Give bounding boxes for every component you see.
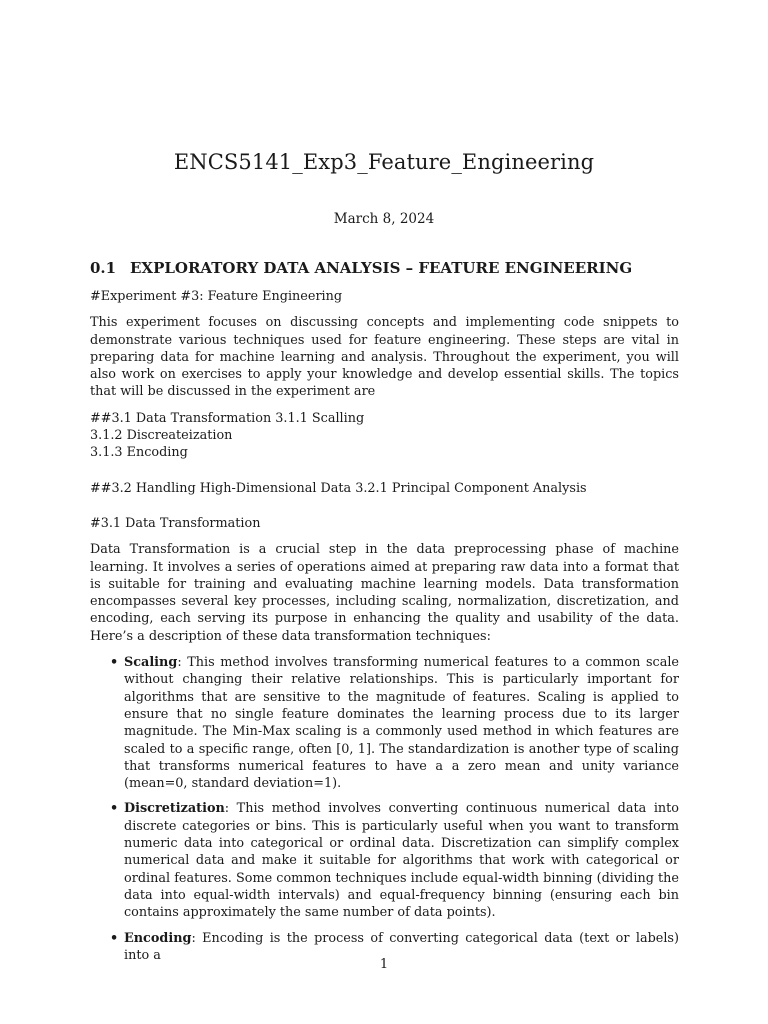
experiment-line: #Experiment #3: Feature Engineering (90, 289, 343, 304)
topics-block-1 (90, 410, 679, 462)
transformation-paragraph: Data Transformation is a crucial step in the data preprocessing phase of machine learning. It involves a series of operations aimed at preparing raw data into a format that is suitable for training and evaluating machine learning models. Data transformation encompasses several key processes, including scaling, normalization, discretization, and encoding, each serving its purpose in enhancing the quality and usability of the data. Here’s a description of these data transformation techniques: (90, 542, 679, 644)
document-date: March 8, 2024 (333, 211, 435, 227)
technique-list (90, 654, 679, 964)
page-number: 1 (379, 957, 389, 972)
bullet-text: : Encoding is the process of converting categorical data (text or labels) into a (124, 930, 679, 963)
section-title: EXPLORATORY DATA ANALYSIS – FEATURE ENGINEERING (130, 259, 633, 277)
bullet-term: Scaling (124, 655, 178, 671)
bullet-term: Encoding (124, 930, 192, 946)
topic-line: 3.1.2 Discreateization (90, 428, 233, 444)
list-item-scaling (90, 654, 679, 792)
bullet-term: Discretization (124, 801, 225, 817)
topic-line: ##3.1 Data Transformation 3.1.1 Scalling (90, 410, 365, 426)
section-heading (90, 258, 679, 278)
intro-paragraph: This experiment focuses on discussing concepts and implementing code snippets to demonstrate various techniques used for feature engineering. These steps are vital in preparing data for machine learning and analysis. Throughout the experiment, you will also work on exercises to apply your knowledge and develop essential skills. The topics that will be discussed in the experiment are (90, 315, 679, 400)
bullet-text: : This method involves converting continuous numerical data into discrete categories or bins. This is particularly useful when you want to transform numeric data into categorical or ordinal data. Discretization can simplify complex numerical data and make it suitable for algorithms that work with categorical or ordinal features. Some common techniques include equal-width binning (dividing the data into equal-width intervals) and equal-frequency binning (ensuring each bin contains approximately the same number of data points). (124, 801, 679, 921)
list-item-discretization (90, 800, 679, 921)
section-number: 0.1 (90, 259, 117, 277)
bullet-icon: • (110, 801, 119, 817)
bullet-icon: • (110, 655, 119, 671)
bullet-text: : This method involves transforming numerical features to a common scale without changing their relative relationships. This is particularly important for algorithms that are sensitive to the magnitude of features. Scaling is applied to ensure that no single feature dominates the learning process due to its larger magnitude. The Min-Max scaling is a commonly used method in which features are scaled to a specific range, often [0, 1]. The standardization is another type of scaling that transforms numerical features to have a a zero mean and unity variance (mean=0, standard deviation=1). (124, 655, 679, 792)
subsection-line: #3.1 Data Transformation (90, 515, 261, 531)
bullet-icon: • (110, 930, 119, 946)
document-body (90, 258, 679, 972)
document-title: ENCS5141_Exp3_Feature_Engineering (173, 150, 595, 174)
topics-block-2: ##3.2 Handling High-Dimensional Data 3.2.1 Principal Component Analysis (90, 480, 587, 496)
topic-line: 3.1.3 Encoding (90, 445, 188, 461)
